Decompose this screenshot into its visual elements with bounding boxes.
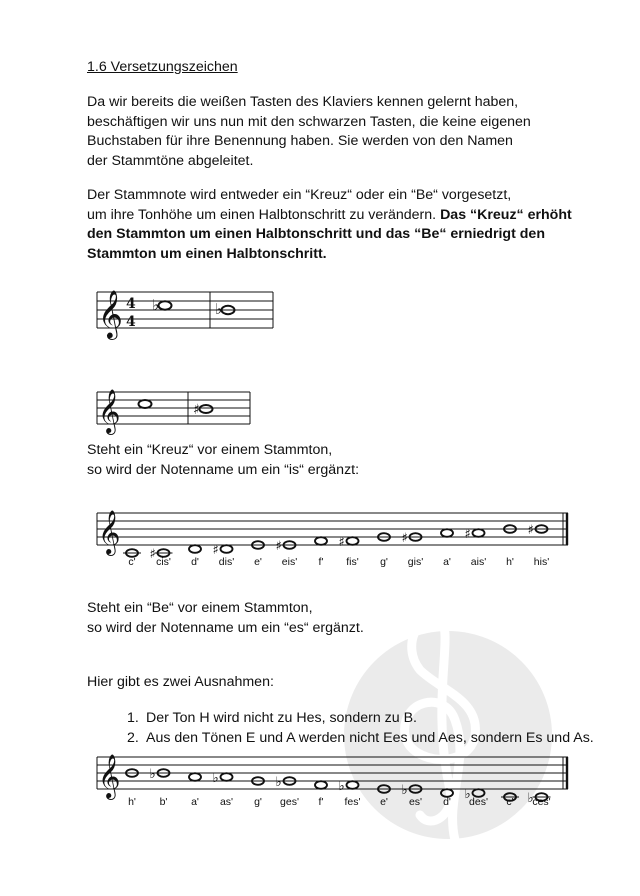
note-name-label: gis' xyxy=(407,556,424,568)
time-signature-bottom: 4 xyxy=(126,314,136,330)
list-number: 2. xyxy=(127,730,139,746)
sharp-sign-icon: ♯ xyxy=(464,527,471,542)
flat-sign-icon: ♭ xyxy=(275,775,282,790)
note-name-label: e' xyxy=(380,796,388,808)
note-name-label: as' xyxy=(219,796,234,808)
sharp-sign-icon: ♯ xyxy=(193,402,200,418)
treble-clef-icon: 𝄞 xyxy=(98,289,123,338)
flat-sign-icon: ♭ xyxy=(338,779,345,794)
note-name-label: a' xyxy=(191,796,199,808)
note-head xyxy=(221,773,233,781)
flat-note xyxy=(339,779,359,794)
flat-sign-icon: ♭ xyxy=(527,791,534,806)
text-line: Buchstaben für ihre Benennung haben. Sie werden von den Namen xyxy=(87,133,513,150)
note-name-label: a' xyxy=(443,556,451,568)
flat-sign-icon: ♭ xyxy=(149,767,156,782)
natural-note xyxy=(315,781,327,789)
natural-note xyxy=(189,773,201,781)
note-head xyxy=(347,781,359,789)
note-name-label: c' xyxy=(506,796,514,808)
section-heading: 1.6 Versetzungszeichen xyxy=(87,59,238,75)
note-head xyxy=(315,781,327,789)
treble-clef-icon: 𝄞 xyxy=(98,510,121,554)
text-line: Steht ein “Be“ vor einem Stammton, xyxy=(87,600,313,616)
note-name-label: es' xyxy=(408,796,423,808)
time-signature-top: 4 xyxy=(126,296,136,312)
note-head xyxy=(189,773,201,781)
exceptions-intro: Hier gibt es zwei Ausnahmen: xyxy=(87,674,274,690)
sharp-sign-icon: ♯ xyxy=(212,543,219,558)
note-name-label: g' xyxy=(380,556,388,568)
text-bold: Das “Kreuz“ erhöht xyxy=(440,206,572,223)
sharp-sign-icon: ♯ xyxy=(149,547,156,562)
text-plain: um ihre Tonhöhe um einen Halbtonschritt zu verändern. xyxy=(87,206,441,223)
note-name-label: d' xyxy=(443,796,451,808)
text-line: so wird der Notenname um ein “is“ ergänzt: xyxy=(87,461,360,478)
note-name-label: b' xyxy=(159,796,168,808)
text-line: Da wir bereits die weißen Tasten des Klaviers kennen gelernt haben, xyxy=(87,94,519,110)
note-name-label: g' xyxy=(254,796,262,808)
flat-sign-icon: ♭ xyxy=(401,783,408,798)
note-name-label: fis' xyxy=(346,556,359,568)
flat-note xyxy=(276,775,296,790)
note-name-label: e' xyxy=(254,556,262,568)
list-text: Der Ton H wird nicht zu Hes, sondern zu B. xyxy=(146,710,417,726)
note-name-label: ais' xyxy=(470,556,487,568)
flat-note xyxy=(150,767,170,782)
treble-clef-icon: 𝄞 xyxy=(98,754,121,798)
note-name-label: des' xyxy=(469,796,488,808)
text-bold: den Stammton um einen Halbtonschritt und das “Be“ erniedrigt den xyxy=(87,226,545,243)
note-name-label: c' xyxy=(128,556,136,568)
flat-sign-icon: ♭ xyxy=(215,300,223,318)
note-name-label: ces' xyxy=(532,796,551,808)
note-name-label: dis' xyxy=(218,556,235,568)
sharp-sign-icon: ♯ xyxy=(527,523,534,538)
text-line: beschäftigen wir uns nun mit den schwarzen Tasten, die keine eigenen xyxy=(87,113,531,130)
note-name-label: ges' xyxy=(280,796,299,808)
sharp-sign-icon: ♯ xyxy=(275,539,282,554)
flat-note xyxy=(213,771,233,786)
note-name-label: cis' xyxy=(156,556,171,568)
flat-sign-icon: ♭ xyxy=(152,296,160,314)
text-line: Der Stammnote wird entweder ein “Kreuz“ oder ein “Be“ vorgesetzt, xyxy=(87,187,512,203)
list-number: 1. xyxy=(127,710,139,726)
text-bold: Stammton um einen Halbtonschritt. xyxy=(87,245,327,262)
note-name-label: fes' xyxy=(344,796,361,808)
sharp-sign-icon: ♯ xyxy=(338,535,345,550)
treble-clef-icon: 𝄞 xyxy=(98,389,121,433)
sharp-sign-icon: ♯ xyxy=(401,531,408,546)
note-name-label: his' xyxy=(533,556,550,568)
list-text: Aus den Tönen E und A werden nicht Ees und Aes, sondern Es und As. xyxy=(146,730,594,746)
note-name-label: f' xyxy=(318,556,324,568)
note-name-label: f' xyxy=(318,796,324,808)
note-name-label: h' xyxy=(128,796,136,808)
note-name-label: eis' xyxy=(281,556,298,568)
flat-sign-icon: ♭ xyxy=(212,771,219,786)
text-line: so wird der Notenname um ein “es“ ergänzt. xyxy=(87,619,364,636)
note-name-label: d' xyxy=(191,556,199,568)
note-name-label: h' xyxy=(506,556,514,568)
text-line: Steht ein “Kreuz“ vor einem Stammton, xyxy=(87,442,333,458)
text-line: der Stammtöne abgeleitet. xyxy=(87,152,254,169)
flat-sign-icon: ♭ xyxy=(464,787,471,802)
